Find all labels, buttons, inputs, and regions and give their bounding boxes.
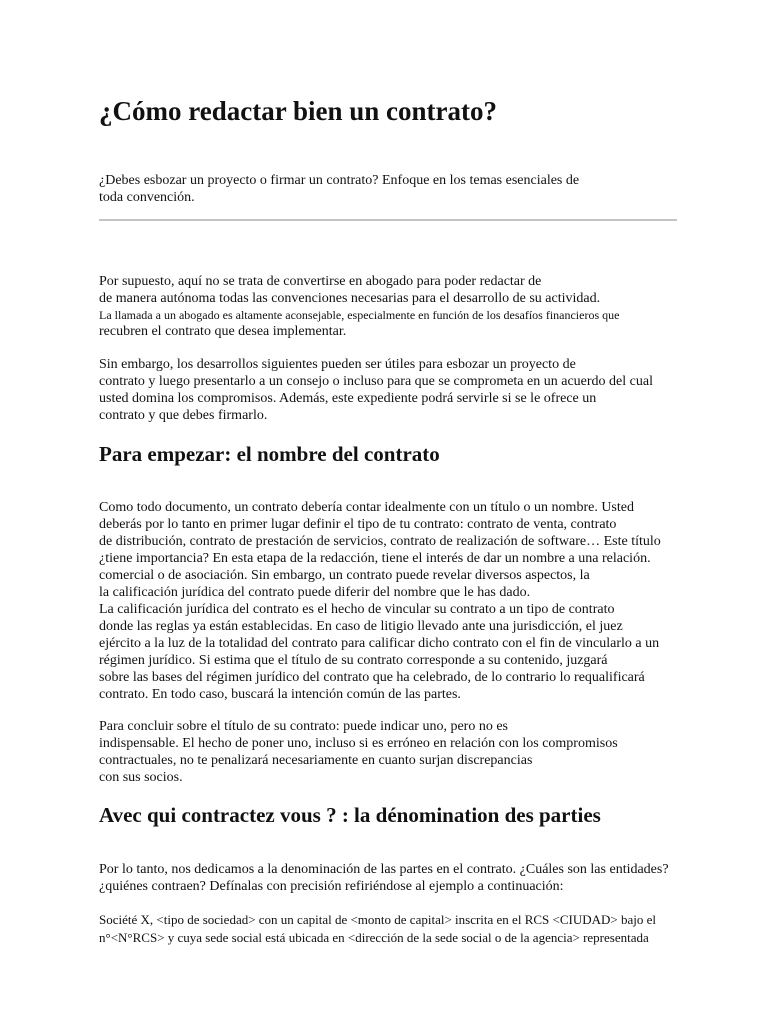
text-line: régimen jurídico. Si estima que el título de su contrato corresponde a su contenido, juzgará xyxy=(99,653,608,668)
text-line: Sin embargo, los desarrollos siguientes pueden ser útiles para esbozar un proyecto de xyxy=(99,357,576,372)
text-line: de distribución, contrato de prestación de servicios, contrato de realización de software… Este título xyxy=(99,534,661,549)
text-line: contrato. En todo caso, buscará la intención común de las partes. xyxy=(99,687,461,702)
text-line: contrato y luego presentarlo a un consejo o incluso para que se comprometa en un acuerdo del cual xyxy=(99,374,653,389)
page-title: ¿Cómo redactar bien un contrato? xyxy=(99,96,497,126)
section-heading-parties: Avec qui contractez vous ? : la dénomination des parties xyxy=(99,803,601,827)
text-line: Como todo documento, un contrato debería contar idealmente con un título o un nombre. Usted xyxy=(99,500,634,515)
text-line: de manera autónoma todas las convenciones necesarias para el desarrollo de su actividad. xyxy=(99,291,601,306)
paragraph-5 xyxy=(99,861,669,895)
intro-paragraph xyxy=(99,172,579,206)
text-line: toda convención. xyxy=(99,190,195,205)
paragraph-3 xyxy=(99,499,661,703)
text-line: sobre las bases del régimen jurídico del contrato que ha celebrado, de lo contrario lo requalificará xyxy=(99,670,645,685)
text-line: contractuales, no te penalizará necesariamente en cuanto surjan discrepancias xyxy=(99,753,533,768)
text-line: con sus socios. xyxy=(99,770,183,785)
text-line: La llamada a un abogado es altamente aconsejable, especialmente en función de los desafíos financieros que xyxy=(99,308,620,322)
paragraph-2 xyxy=(99,356,653,424)
text-line: comercial o de asociación. Sin embargo, un contrato puede revelar diversos aspectos, la xyxy=(99,568,590,583)
paragraph-1 xyxy=(99,273,619,340)
text-line: indispensable. El hecho de poner uno, incluso si es erróneo en relación con los compromisos xyxy=(99,736,618,751)
text-line: ¿tiene importancia? En esta etapa de la redacción, tiene el interés de dar un nombre a una relación. xyxy=(99,551,651,566)
text-line: n°<N°RCS> y cuya sede social está ubicada en <dirección de la sede social o de la agencia> representada xyxy=(99,930,649,945)
text-line: recubren el contrato que desea implementar. xyxy=(99,324,347,339)
text-line: ejército a la luz de la totalidad del contrato para calificar dicho contrato con el fin de vincularlo a un xyxy=(99,636,660,651)
text-line: la calificación jurídica del contrato puede diferir del nombre que le has dado. xyxy=(99,585,531,600)
text-line: donde las reglas ya están establecidas. En caso de litigio llevado ante una jurisdicción, el juez xyxy=(99,619,623,634)
text-line: Société X, <tipo de sociedad> con un capital de <monto de capital> inscrita en el RCS <CIUDAD> bajo el xyxy=(99,912,656,927)
section-heading-contract-name: Para empezar: el nombre del contrato xyxy=(99,442,440,466)
text-line: Para concluir sobre el título de su contrato: puede indicar uno, pero no es xyxy=(99,719,508,734)
paragraph-6 xyxy=(99,911,656,947)
text-line: usted domina los compromisos. Además, este expediente podrá servirle si se le ofrece un xyxy=(99,391,597,406)
text-line: ¿Debes esbozar un proyecto o firmar un contrato? Enfoque en los temas esenciales de xyxy=(99,173,580,188)
text-line: ¿quiénes contraen? Defínalas con precisión refiriéndose al ejemplo a continuación: xyxy=(99,879,564,894)
text-line: La calificación jurídica del contrato es el hecho de vincular su contrato a un tipo de contrato xyxy=(99,602,615,617)
paragraph-4 xyxy=(99,718,618,786)
text-line: contrato y que debes firmarlo. xyxy=(99,408,268,423)
text-line: Por lo tanto, nos dedicamos a la denominación de las partes en el contrato. ¿Cuáles son las entidades? xyxy=(99,862,669,877)
horizontal-divider xyxy=(99,219,677,221)
text-line: deberás por lo tanto en primer lugar definir el tipo de tu contrato: contrato de venta, contrato xyxy=(99,517,617,532)
text-line: Por supuesto, aquí no se trata de convertirse en abogado para poder redactar de xyxy=(99,274,542,289)
